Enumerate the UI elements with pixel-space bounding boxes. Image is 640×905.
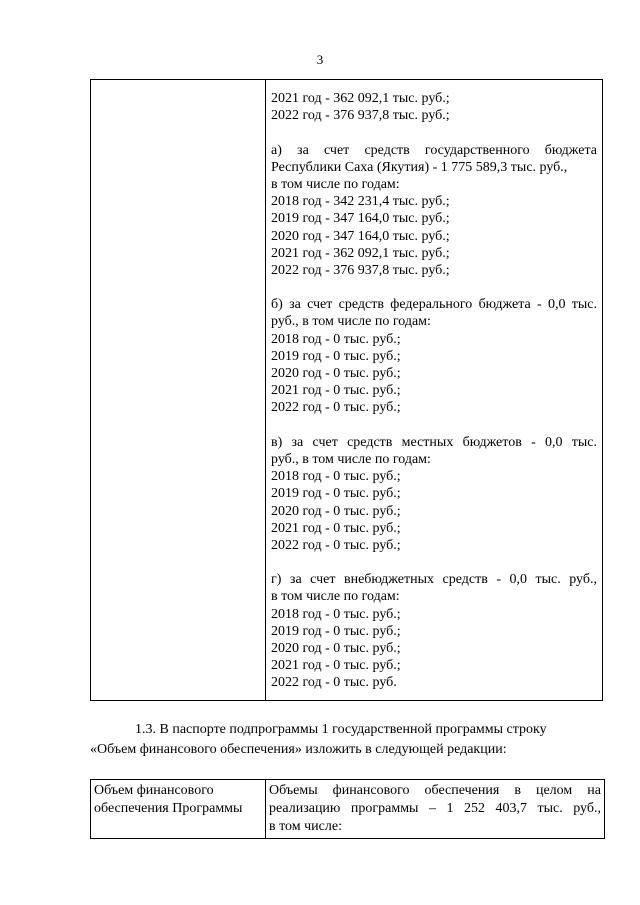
text-line: руб., в том числе по годам: — [271, 314, 431, 330]
paragraph-line: 1.3. В паспорте подпрограммы 1 государственной программы строку — [135, 722, 547, 737]
text-line: 2018 год - 0 тыс. руб.; — [271, 606, 401, 622]
text-line: 2018 год - 0 тыс. руб.; — [271, 331, 401, 347]
text-line: 2022 год - 0 тыс. руб. — [271, 675, 397, 691]
value-line: Объемы финансового обеспечения в целом на — [269, 783, 601, 798]
empty-label-cell — [91, 80, 266, 701]
text-line: в том числе по годам: — [271, 176, 400, 192]
blank-line — [271, 279, 597, 296]
amendment-paragraph — [90, 720, 603, 760]
text-line: 2022 год - 376 937,8 тыс. руб.; — [271, 108, 450, 124]
text-line: Республики Саха (Якутия) - 1 775 589,3 тыс. руб., — [271, 159, 568, 175]
text-line: 2021 год - 0 тыс. руб.; — [271, 658, 401, 674]
paragraph-line: «Объем финансового обеспечения» изложить в следующей редакции: — [90, 742, 507, 757]
text-line: в) за счет средств местных бюджетов - 0,0 тыс. — [271, 434, 597, 450]
text-line: руб., в том числе по годам: — [271, 451, 431, 467]
text-line: в том числе по годам: — [271, 589, 400, 605]
blank-line — [271, 554, 597, 571]
text-line: а) за счет средств государственного бюджета — [271, 142, 597, 158]
text-line: 2020 год - 0 тыс. руб.; — [271, 366, 401, 381]
text-line: 2019 год - 0 тыс. руб.; — [271, 623, 401, 639]
text-line: 2021 год - 0 тыс. руб.; — [271, 383, 401, 399]
text-line: 2022 год - 0 тыс. руб.; — [271, 537, 401, 553]
text-line: 2019 год - 347 164,0 тыс. руб.; — [271, 211, 450, 227]
label-cell — [91, 780, 266, 839]
text-line: б) за счет средств федерального бюджета - 0,0 тыс. — [271, 297, 597, 313]
page-number: 3 — [316, 52, 324, 67]
financing-details-cell — [266, 80, 603, 701]
text-line: 2018 год - 342 231,4 тыс. руб.; — [271, 194, 450, 210]
text-line: 2022 год - 0 тыс. руб.; — [271, 400, 401, 416]
text-line: 2020 год - 347 164,0 тыс. руб.; — [271, 228, 450, 244]
blank-line — [271, 124, 597, 141]
text-line: 2019 год - 0 тыс. руб.; — [271, 486, 401, 502]
text-line: г) за счет внебюджетных средств - 0,0 тыс. руб., — [271, 572, 597, 588]
text-line: 2021 год - 362 092,1 тыс. руб.; — [271, 91, 450, 106]
value-line: в том числе: — [269, 819, 342, 834]
value-line: реализацию программы – 1 252 403,7 тыс. руб., — [269, 801, 601, 816]
value-cell — [266, 780, 605, 839]
text-line: 2018 год - 0 тыс. руб.; — [271, 469, 401, 485]
text-line: 2021 год - 0 тыс. руб.; — [271, 520, 401, 536]
text-line: 2020 год - 0 тыс. руб.; — [271, 641, 401, 656]
new-financing-table — [90, 779, 605, 839]
text-line: 2020 год - 0 тыс. руб.; — [271, 503, 401, 519]
label-line: обеспечения Программы — [94, 801, 243, 816]
label-line: Объем финансового — [94, 783, 214, 798]
blank-line — [271, 417, 597, 434]
text-line: 2019 год - 0 тыс. руб.; — [271, 348, 401, 364]
text-line: 2022 год - 376 937,8 тыс. руб.; — [271, 262, 450, 278]
text-line: 2021 год - 362 092,1 тыс. руб.; — [271, 245, 450, 261]
financing-table-continued — [90, 79, 603, 701]
